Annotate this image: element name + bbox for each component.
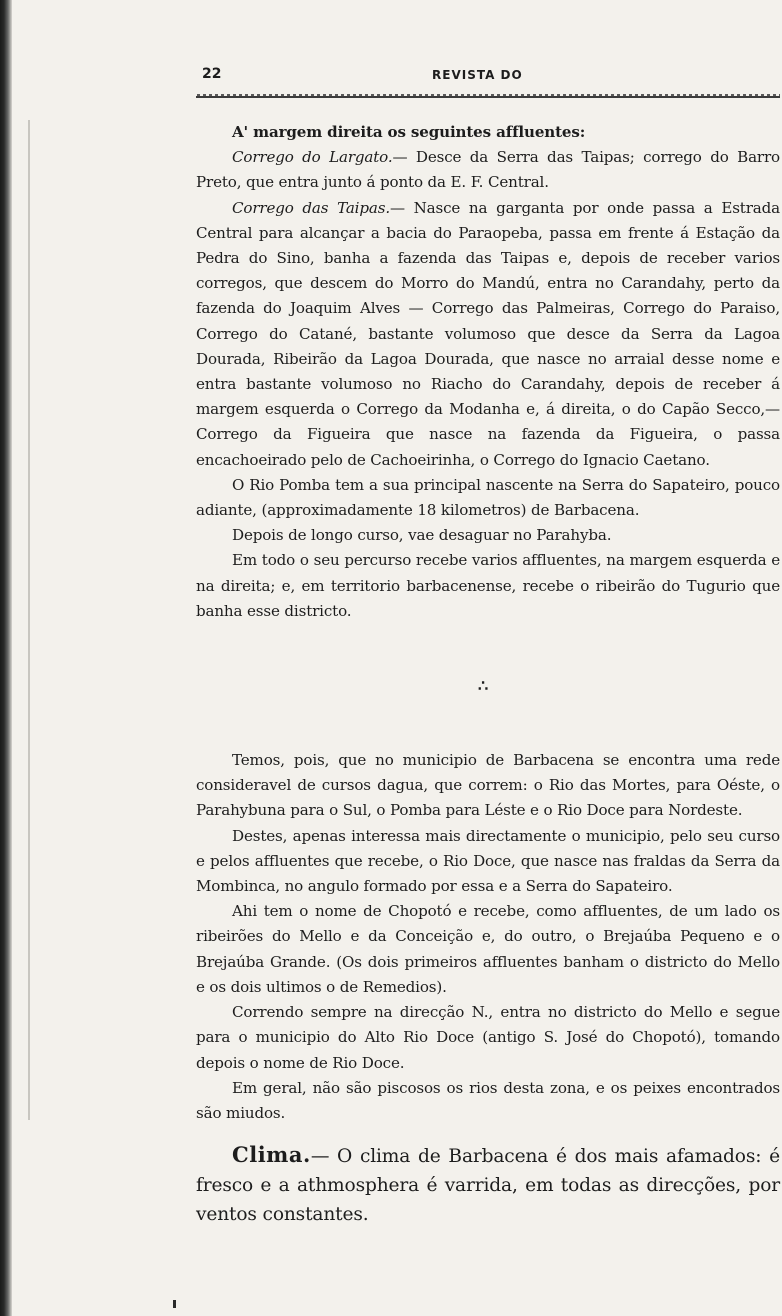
- paragraph-text: — Desce da Serra das Taipas; corrego do Barro Preto, que entra junto á ponto da E. F. Central.: [196, 148, 780, 192]
- paragraph: Em todo o seu percurso recebe varios affluentes, na margem esquerda e na direita; e, em territorio barbacenense, recebe o ribeirão do Tugurio que banha esse districto.: [196, 551, 780, 620]
- paragraph: Correndo sempre na direcção N., entra no districto do Mello e segue para o municipio do Alto Rio Doce (antigo S. José do Chopotó), tomando depois o nome de Rio Doce.: [196, 1003, 780, 1072]
- paragraph: Em geral, não são piscosos os rios desta zona, e os peixes encontrados são miudos.: [196, 1078, 780, 1122]
- page-header: [196, 60, 780, 90]
- paragraph: A' margem direita os seguintes affluentes:: [232, 123, 586, 141]
- paragraph: Ahi tem o nome de Chopotó e recebe, como affluentes, de um lado os ribeirões do Mello e da Conceição e, do outro, o Brejaúba Pequeno e o Brejaúba Grande. (Os dois primeiros affluentes banham o districto do Mello e os dois ultimos o de Remedios).: [196, 902, 780, 996]
- paragraph: [196, 196, 780, 473]
- running-title: REVISTA DO: [432, 68, 523, 82]
- page: [196, 60, 780, 1229]
- book-binding-edge: [0, 0, 12, 1316]
- stream-name: Corrego do Largato.: [232, 148, 393, 167]
- page-number: 22: [202, 66, 222, 82]
- header-rule: [196, 92, 780, 98]
- paragraph: Destes, apenas interessa mais directamente o municipio, pelo seu curso e pelos affluentes que recebe, o Rio Doce, que nasce nas fraldas da Serra da Mombinca, no angulo formado por essa e a Serra do Sapateiro.: [196, 826, 780, 896]
- clima-text: — O clima de Barbacena é dos mais afamados: é fresco e a athmosphera é varrida, em todas as direcções, por ventos constantes.: [196, 1146, 780, 1226]
- clima-paragraph: [196, 1140, 780, 1229]
- section-separator: [196, 624, 780, 748]
- paragraph: Depois de longo curso, vae desaguar no Parahyba.: [232, 526, 612, 545]
- separator-mark: ∴: [478, 676, 489, 696]
- clima-heading: Clima.: [232, 1142, 311, 1168]
- paragraph: [196, 145, 780, 195]
- stream-name: Corrego das Taipas.: [232, 198, 390, 217]
- paragraph: Temos, pois, que no municipio de Barbacena se encontra uma rede consideravel de cursos dagua, que correm: o Rio das Mortes, para Oéste, o Parahybuna para o Sul, o Pomba para Léste e o Rio Doce para Nordeste.: [196, 751, 780, 820]
- paragraph: O Rio Pomba tem a sua principal nascente na Serra do Sapateiro, pouco adiante, (approximadamente 18 kilometros) de Barbacena.: [196, 475, 780, 520]
- paragraph-text: — Nasce na garganta por onde passa a Estrada Central para alcançar a bacia do Paraopeba, passa em frente á Estação da Pedra do Sino, banha a fazenda das Taipas e, depois de receber varios corregos, que descem do Morro do Mandú, entra no Carandahy, perto da fazenda do Joaquim Alves — Corrego das Palmeiras, Corrego do Paraiso, Corrego do Catané, bastante volumoso que desce da Serra da Lagoa Dourada, Ribeirão da Lagoa Dourada, que nasce no arraial desse nome e entra bastante volumoso no Riacho do Carandahy, depois de receber á margem esquerda o Corrego da Modanha e, á direita, o do Capão Secco,— Corrego da Figueira que nasce na fazenda da Figueira, o passa encachoeirado pelo de Cachoeirinha, o Corrego do Ignacio Caetano.: [196, 198, 780, 469]
- print-speck: [173, 1300, 176, 1308]
- page-shadow-line: [28, 120, 30, 1120]
